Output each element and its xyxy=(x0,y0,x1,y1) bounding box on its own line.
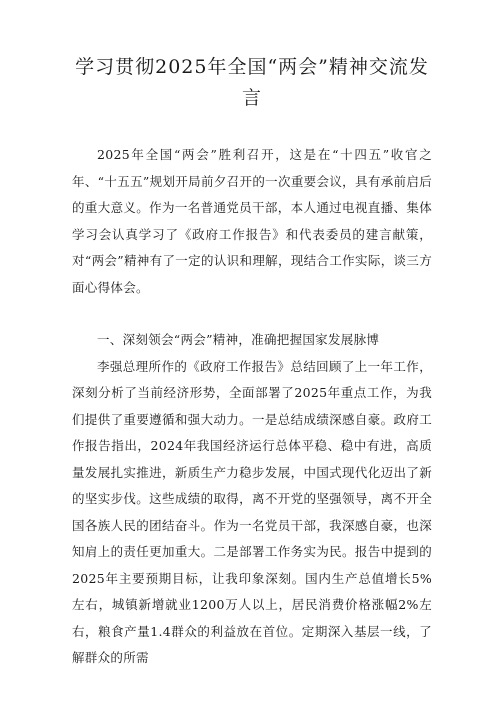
section-1-body: 李强总理所作的《政府工作报告》总结回顾了上一年工作，深刻分析了当前经济形势，全面部署了2025年重点工作，为我们提供了重要遵循和强大动力。一是总结成绩深感自豪。政府工作报告指出，2024年我国经济运行总体平稳、稳中有进，高质量发展扎实推进，新质生产力稳步发展，中国式现代化迈出了新的坚实步伐。这些成绩的取得，离不开党的坚强领导，离不开全国各族人民的团结奋斗。作为一名党员干部，我深感自豪，也深知肩上的责任更加重大。二是部署工作务实为民。报告中提到的2025年主要预期目标，让我印象深刻。国内生产总值增长5%左右，城镇新增就业1200万人以上，居民消费价格涨幅2%左右，粮食产量1.4群众的利益放在首位。定期深入基层一线，了解群众的所需 xyxy=(72,358,432,665)
intro-paragraph: 2025年全国“两会”胜利召开，这是在“十四五”收官之年、“十五五”规划开局前夕召开的一次重要会议，具有承前启后的重大意义。作为一名普通党员干部，本人通过电视直播、集体学习会认真学习了《政府工作报告》和代表委员的建言献策，对“两会”精神有了一定的认识和理解，现结合工作实际，谈三方面心得体会。 xyxy=(72,147,432,295)
document-title: 学习贯彻2025年全国“两会”精神交流发言 xyxy=(75,56,429,109)
section-heading-1: 一、深刻领会“两会”精神，准确把握国家发展脉博 xyxy=(97,332,380,347)
paragraph-spacer xyxy=(72,301,432,327)
